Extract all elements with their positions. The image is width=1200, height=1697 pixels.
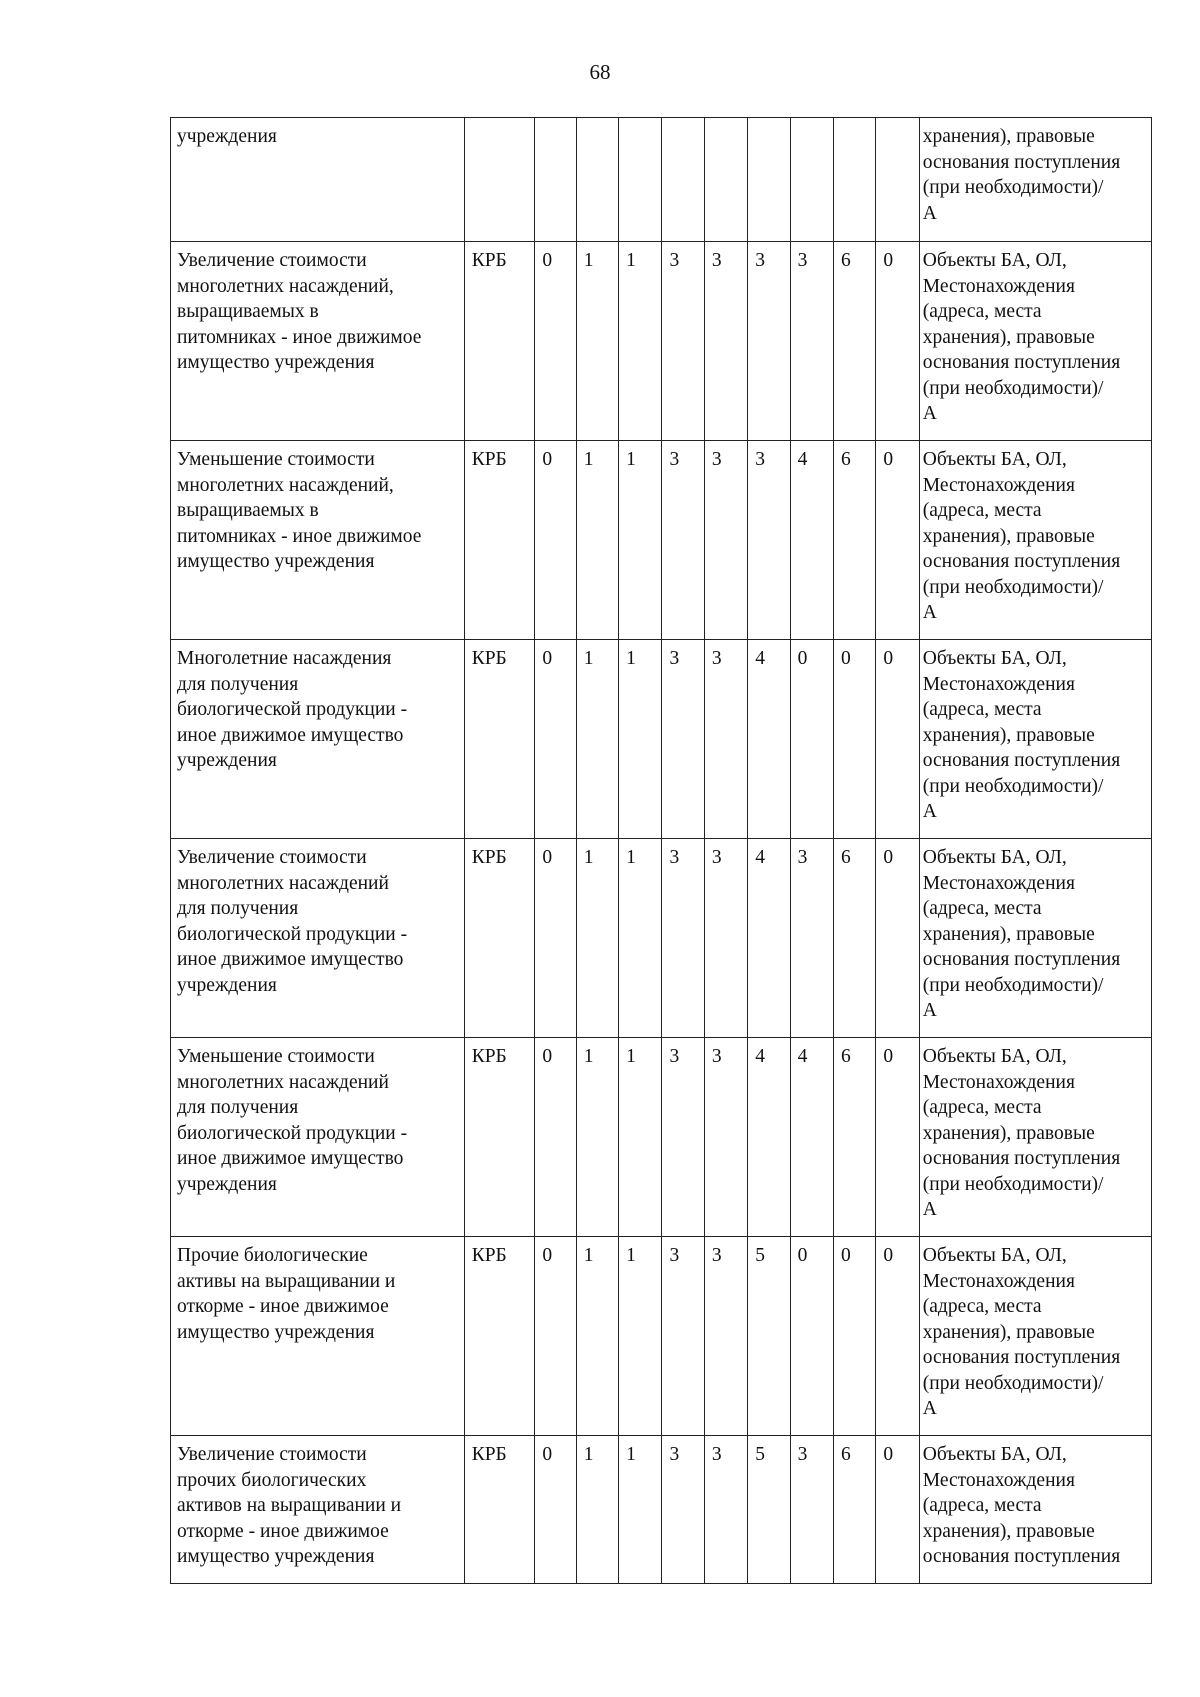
row-code-cell: 3 (662, 1436, 704, 1584)
table-row (171, 1237, 1152, 1436)
row-description-cell: Объекты БА, ОЛ, Местонахождения (адреса, места хранения), правовые основания поступления (при необходимости)/ А (919, 839, 1151, 1038)
row-code-cell: 3 (662, 1038, 704, 1237)
row-name-cell: Уменьшение стоимости многолетних насаждений для получения биологической продукции - иное движимое имущество учреждения (171, 1038, 465, 1237)
row-kind-cell: КРБ (464, 640, 535, 839)
row-code-cell: 3 (704, 1436, 747, 1584)
row-code-cell: 1 (576, 640, 618, 839)
row-name-cell: Уменьшение стоимости многолетних насаждений, выращиваемых в питомниках - иное движимое имущество учреждения (171, 441, 465, 640)
row-code-cell: 0 (535, 1038, 576, 1237)
row-description-cell: Объекты БА, ОЛ, Местонахождения (адреса, места хранения), правовые основания поступления (при необходимости)/ А (919, 640, 1151, 839)
row-code-cell: 1 (619, 640, 662, 839)
row-code-cell: 1 (576, 441, 618, 640)
row-code-cell (662, 118, 704, 242)
row-code-cell: 6 (834, 441, 876, 640)
row-code-cell: 3 (704, 1038, 747, 1237)
row-kind-cell (464, 118, 535, 242)
row-code-cell: 4 (748, 1038, 790, 1237)
row-code-cell: 3 (662, 441, 704, 640)
row-description-cell: Объекты БА, ОЛ, Местонахождения (адреса, места хранения), правовые основания поступления (919, 1436, 1151, 1584)
row-code-cell: 3 (704, 242, 747, 441)
row-description-cell: хранения), правовые основания поступления (при необходимости)/ А (919, 118, 1151, 242)
row-code-cell: 0 (876, 1038, 919, 1237)
row-description-cell: Объекты БА, ОЛ, Местонахождения (адреса, места хранения), правовые основания поступления (при необходимости)/ А (919, 441, 1151, 640)
row-code-cell: 5 (748, 1237, 790, 1436)
row-code-cell (876, 118, 919, 242)
row-code-cell (748, 118, 790, 242)
table-row (171, 839, 1152, 1038)
row-code-cell: 6 (834, 1436, 876, 1584)
row-kind-cell: КРБ (464, 1436, 535, 1584)
row-kind-cell: КРБ (464, 839, 535, 1038)
row-code-cell (576, 118, 618, 242)
table-row (171, 1436, 1152, 1584)
row-code-cell: 6 (834, 1038, 876, 1237)
row-code-cell: 3 (662, 242, 704, 441)
accounts-table (170, 117, 1152, 1584)
row-code-cell: 0 (876, 1436, 919, 1584)
row-code-cell (790, 118, 833, 242)
row-name-cell: Увеличение стоимости многолетних насаждений, выращиваемых в питомниках - иное движимое имущество учреждения (171, 242, 465, 441)
row-description-cell: Объекты БА, ОЛ, Местонахождения (адреса, места хранения), правовые основания поступления (при необходимости)/ А (919, 1237, 1151, 1436)
row-code-cell: 0 (790, 1237, 833, 1436)
row-code-cell: 0 (790, 640, 833, 839)
row-code-cell: 1 (619, 242, 662, 441)
row-description-cell: Объекты БА, ОЛ, Местонахождения (адреса, места хранения), правовые основания поступления (при необходимости)/ А (919, 1038, 1151, 1237)
row-code-cell: 4 (748, 640, 790, 839)
row-code-cell: 1 (619, 1237, 662, 1436)
row-kind-cell: КРБ (464, 441, 535, 640)
row-code-cell: 1 (619, 1436, 662, 1584)
page-number: 68 (589, 60, 611, 84)
row-code-cell: 5 (748, 1436, 790, 1584)
row-code-cell (704, 118, 747, 242)
row-name-cell: Увеличение стоимости многолетних насаждений для получения биологической продукции - иное движимое имущество учреждения (171, 839, 465, 1038)
row-code-cell: 4 (748, 839, 790, 1038)
row-code-cell: 3 (704, 441, 747, 640)
row-code-cell: 0 (876, 242, 919, 441)
row-code-cell: 0 (876, 640, 919, 839)
row-kind-cell: КРБ (464, 242, 535, 441)
row-code-cell: 0 (535, 839, 576, 1038)
row-name-cell: Многолетние насаждения для получения биологической продукции - иное движимое имущество учреждения (171, 640, 465, 839)
row-name-cell: Увеличение стоимости прочих биологических активов на выращивании и откорме - иное движимое имущество учреждения (171, 1436, 465, 1584)
row-code-cell: 6 (834, 242, 876, 441)
row-code-cell: 1 (576, 1237, 618, 1436)
row-code-cell: 3 (704, 640, 747, 839)
row-kind-cell: КРБ (464, 1237, 535, 1436)
row-name-cell: Прочие биологические активы на выращивании и откорме - иное движимое имущество учреждения (171, 1237, 465, 1436)
row-code-cell: 0 (535, 242, 576, 441)
row-code-cell: 0 (535, 441, 576, 640)
table-row (171, 640, 1152, 839)
row-code-cell (834, 118, 876, 242)
table-row (171, 1038, 1152, 1237)
row-kind-cell: КРБ (464, 1038, 535, 1237)
row-code-cell: 1 (619, 1038, 662, 1237)
row-code-cell: 1 (576, 242, 618, 441)
row-code-cell: 1 (576, 1038, 618, 1237)
row-code-cell: 3 (662, 1237, 704, 1436)
row-code-cell: 4 (790, 1038, 833, 1237)
row-code-cell: 3 (704, 1237, 747, 1436)
row-code-cell: 0 (834, 640, 876, 839)
row-code-cell (535, 118, 576, 242)
row-code-cell: 0 (876, 839, 919, 1038)
row-code-cell: 3 (748, 242, 790, 441)
row-code-cell: 3 (790, 839, 833, 1038)
row-code-cell: 0 (876, 1237, 919, 1436)
table-row (171, 242, 1152, 441)
row-code-cell: 0 (535, 640, 576, 839)
row-code-cell: 3 (790, 1436, 833, 1584)
row-code-cell: 6 (834, 839, 876, 1038)
row-code-cell: 3 (704, 839, 747, 1038)
row-code-cell (619, 118, 662, 242)
row-code-cell: 0 (834, 1237, 876, 1436)
row-code-cell: 1 (576, 839, 618, 1038)
row-code-cell: 3 (662, 839, 704, 1038)
table-row (171, 118, 1152, 242)
row-code-cell: 1 (619, 441, 662, 640)
row-code-cell: 0 (535, 1436, 576, 1584)
row-code-cell: 3 (662, 640, 704, 839)
row-code-cell: 1 (576, 1436, 618, 1584)
row-code-cell: 0 (535, 1237, 576, 1436)
row-name-cell: учреждения (171, 118, 465, 242)
row-code-cell: 3 (748, 441, 790, 640)
row-code-cell: 4 (790, 441, 833, 640)
row-code-cell: 1 (619, 839, 662, 1038)
table-row (171, 441, 1152, 640)
row-code-cell: 3 (790, 242, 833, 441)
row-code-cell: 0 (876, 441, 919, 640)
row-description-cell: Объекты БА, ОЛ, Местонахождения (адреса, места хранения), правовые основания поступления (при необходимости)/ А (919, 242, 1151, 441)
